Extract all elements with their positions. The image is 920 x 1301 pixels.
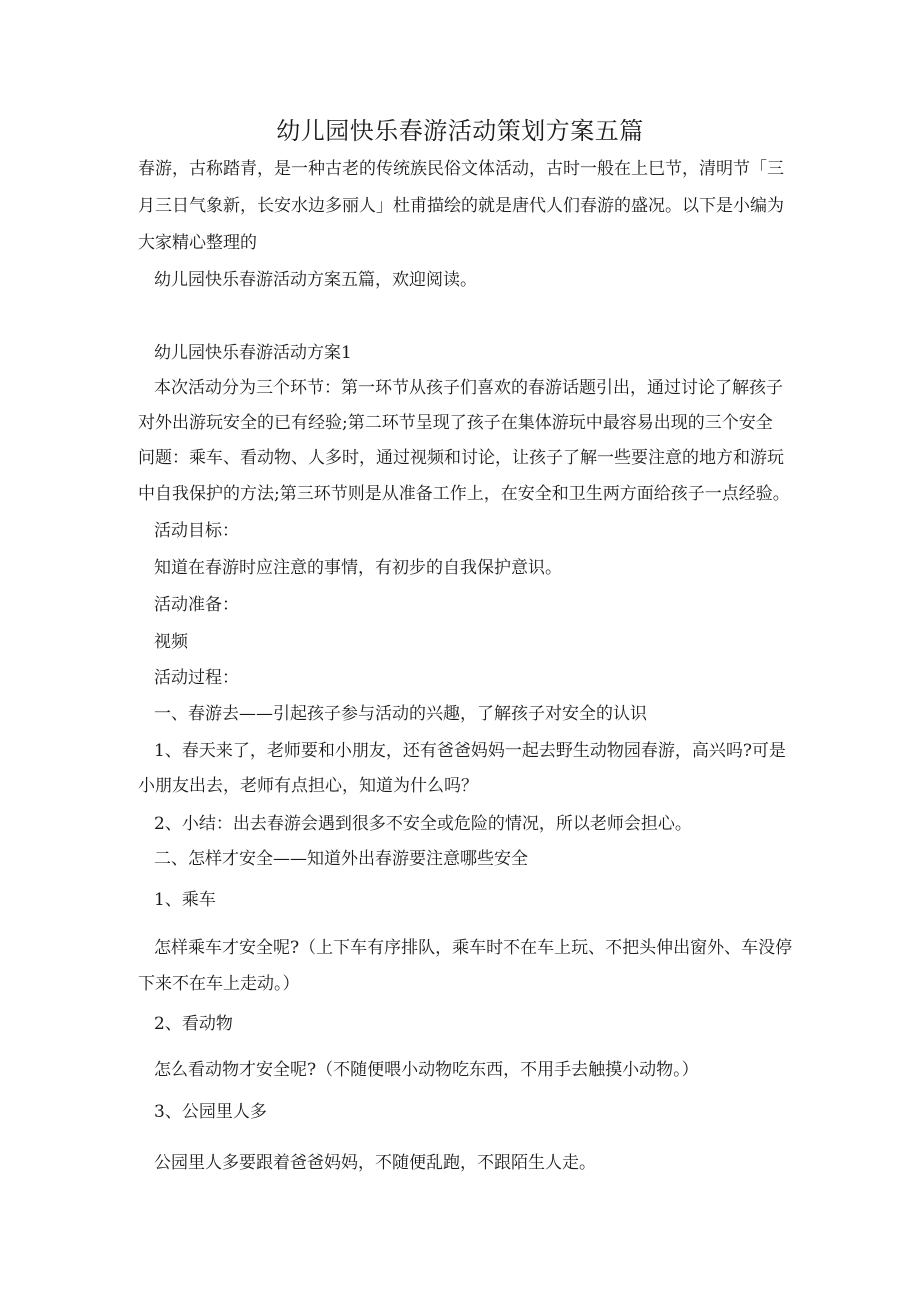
animal-text: 怎么看动物才安全呢?（不随便喂小动物吃东西，不用手去触摸小动物。）	[154, 1060, 699, 1080]
intro-line-2: 月三日气象新，长安水边多丽人」杜甫描绘的就是唐代人们春游的盛况。以下是小编为	[138, 196, 784, 216]
intro-line-1: 春游，古称踏青，是一种古老的传统族民俗文体活动，古时一般在上巳节，清明节「三	[138, 159, 784, 179]
step1-heading: 一、春游去——引起孩子参与活动的兴趣，了解孩子对安全的认识	[154, 704, 647, 724]
process-label: 活动过程：	[154, 668, 239, 688]
summary-line-4: 中自我保护的方法;第三环节则是从准备工作上，在安全和卫生两方面给孩子一点经验。	[138, 484, 790, 504]
car-heading: 1、乘车	[154, 890, 216, 910]
prep-text: 视频	[154, 632, 188, 652]
summary-line-3: 问题：乘车、看动物、人多时，通过视频和讨论，让孩子了解一些要注意的地方和游玩	[138, 448, 784, 468]
goal-label: 活动目标：	[154, 521, 239, 541]
goal-text: 知道在春游时应注意的事情，有初步的自我保护意识。	[154, 558, 562, 578]
step1-item1-line-1: 1、春天来了，老师要和小朋友，还有爸爸妈妈一起去野生动物园春游，高兴吗?可是	[154, 741, 786, 761]
park-heading: 3、公园里人多	[154, 1102, 267, 1122]
intro-tail: 幼儿园快乐春游活动方案五篇，欢迎阅读。	[154, 270, 477, 290]
summary-line-1: 本次活动分为三个环节：第一环节从孩子们喜欢的春游话题引出，通过讨论了解孩子	[154, 378, 783, 398]
animal-heading: 2、看动物	[154, 1014, 233, 1034]
summary-line-2: 对外出游玩安全的已有经验;第二环节呈现了孩子在集体游玩中最容易出现的三个安全	[138, 413, 773, 433]
prep-label: 活动准备：	[154, 595, 239, 615]
document-title: 幼儿园快乐春游活动策划方案五篇	[276, 117, 644, 145]
step1-item2: 2、小结：出去春游会遇到很多不安全或危险的情况，所以老师会担心。	[154, 814, 692, 834]
park-text: 公园里人多要跟着爸爸妈妈，不随便乱跑，不跟陌生人走。	[154, 1153, 596, 1173]
step1-item1-line-2: 小朋友出去，老师有点担心，知道为什么吗？	[138, 776, 478, 796]
intro-line-3: 大家精心整理的	[138, 233, 257, 253]
step2-heading: 二、怎样才安全——知道外出春游要注意哪些安全	[154, 849, 528, 869]
section-heading: 幼儿园快乐春游活动方案1	[154, 343, 352, 363]
car-line-2: 下来不在车上走动。）	[138, 974, 300, 994]
car-line-1: 怎样乘车才安全呢?（上下车有序排队，乘车时不在车上玩、不把头伸出窗外、车没停	[154, 938, 793, 958]
